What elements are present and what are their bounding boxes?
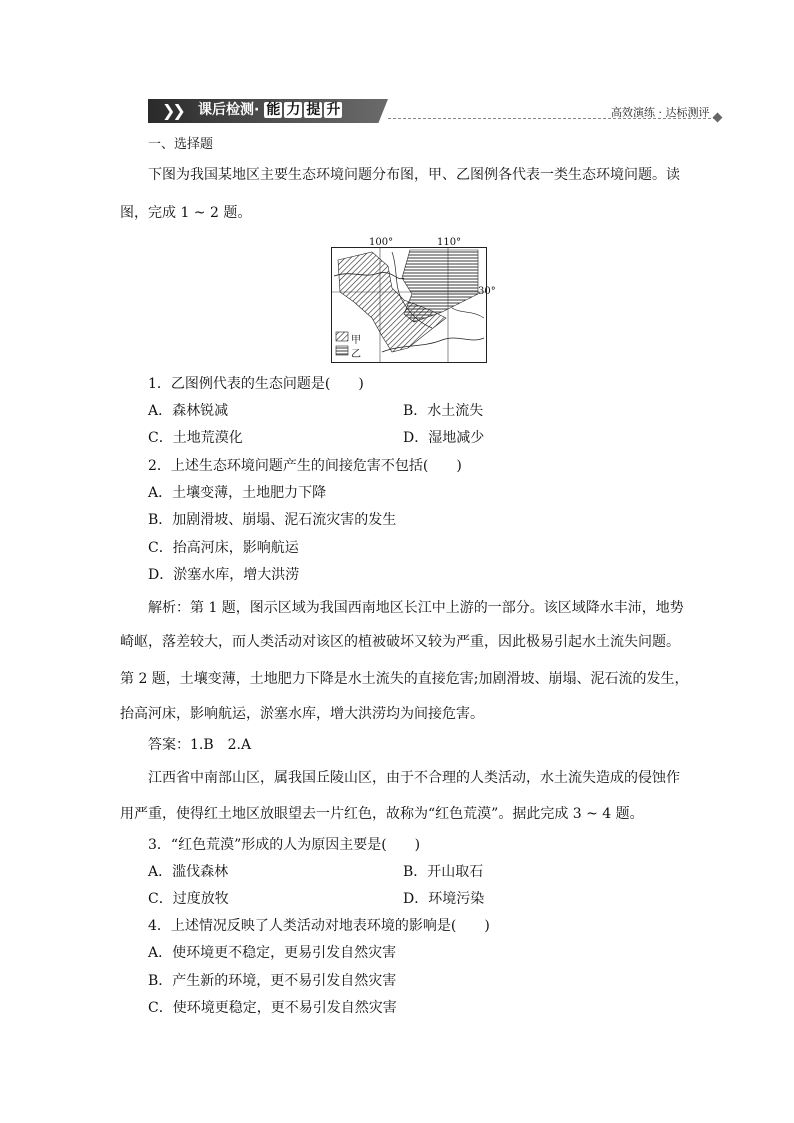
- banner-sub-char: 力: [286, 102, 301, 118]
- option-c: C．过度放牧: [148, 891, 229, 907]
- option-c: C．抬高河床，影响航运: [148, 540, 299, 556]
- option-a: A．土壤变薄，土地肥力下降: [148, 485, 327, 501]
- option-d: D．环境污染: [403, 891, 485, 907]
- option-c: C．使环境更稳定，更不易引发自然灾害: [148, 1000, 397, 1016]
- intro-line: 图，完成 1 ~ 2 题。: [120, 205, 252, 221]
- option-b: B．水土流失: [403, 403, 484, 419]
- analysis-line: 崎岖，落差较大，而人类活动对该区的植被破坏又较为严重，因此极易引起水土流失问题。: [120, 634, 680, 650]
- banner-sub-char: 提: [306, 102, 321, 118]
- answer-line: 答案：1.B 2.A: [148, 737, 252, 753]
- analysis-line: 第 2 题，土壤变薄，土地肥力下降是水土流失的直接危害;加剧滑坡、崩塌、泥石流的发生，: [120, 671, 689, 687]
- lat-30-label: 30°: [478, 286, 496, 297]
- intro-line: 江西省中南部山区，属我国丘陵山区，由于不合理的人类活动，水土流失造成的侵蚀作: [148, 770, 680, 786]
- banner-sub-char: 能: [266, 102, 281, 118]
- eco-problem-map: [331, 237, 496, 363]
- section-banner: [148, 99, 388, 123]
- lon-100-label: 100°: [369, 237, 394, 248]
- option-d: D．淤塞水库，增大洪涝: [148, 567, 300, 583]
- question-stem: 2．上述生态环境问题产生的间接危害不包括( ): [148, 458, 462, 474]
- option-d: D．湿地减少: [403, 430, 485, 446]
- question-stem: 4．上述情况反映了人类活动对地表环境的影响是( ): [148, 918, 490, 934]
- question-stem: 1．乙图例代表的生态问题是( ): [148, 376, 364, 392]
- legend-b-label: 乙: [351, 349, 361, 360]
- banner-subtitle: [263, 102, 343, 118]
- question-stem: 3．“红色荒漠”形成的人为原因主要是( ): [148, 837, 421, 853]
- analysis-line: 解析：第 1 题，图示区域为我国西南地区长江中上游的一部分。该区域降水丰沛，地势: [148, 600, 684, 616]
- double-chevron-right-icon: ❯❯: [162, 101, 183, 120]
- option-b: B．开山取石: [403, 864, 484, 880]
- section-title: 一、选择题: [148, 137, 214, 152]
- lon-110-label: 110°: [437, 237, 462, 248]
- diamond-icon: [713, 113, 723, 123]
- option-a: A．滥伐森林: [148, 864, 229, 880]
- analysis-line: 抬高河床，影响航运，淤塞水库，增大洪涝均为间接危害。: [120, 706, 484, 722]
- intro-line: 下图为我国某地区主要生态环境问题分布图，甲、乙图例各代表一类生态环境问题。读: [148, 167, 680, 183]
- legend-a-label: 甲: [351, 335, 361, 346]
- header-right-text: 高效演练 · 达标测评: [611, 106, 710, 119]
- option-a: A．森林锐减: [148, 403, 229, 419]
- banner-main-text: 课后检测: [198, 102, 254, 118]
- option-a: A．使环境更不稳定，更易引发自然灾害: [148, 945, 397, 961]
- intro-line: 用严重，使得红土地区放眼望去一片红色，故称为“红色荒漠”。据此完成 3 ~ 4 题。: [120, 806, 644, 822]
- option-b: B．产生新的环境，更不易引发自然灾害: [148, 973, 397, 989]
- banner-sub-char: 升: [326, 102, 341, 118]
- option-b: B．加剧滑坡、崩塌、泥石流灾害的发生: [148, 512, 397, 528]
- banner-title: [198, 99, 343, 123]
- banner-dot: ·: [254, 102, 260, 118]
- option-c: C．土地荒漠化: [148, 430, 243, 446]
